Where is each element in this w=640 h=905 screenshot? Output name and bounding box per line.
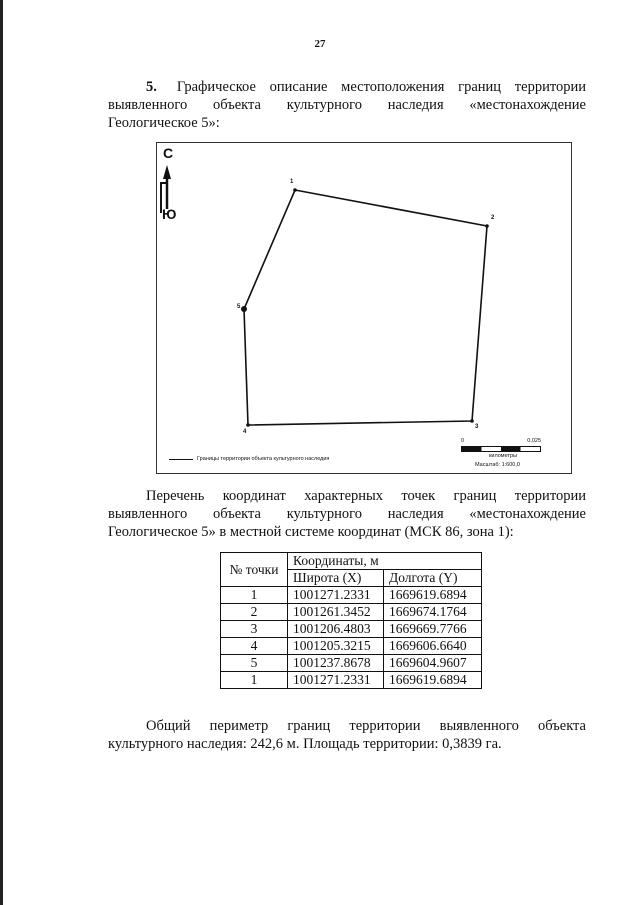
point-label-2: 2 [491,215,495,221]
cell-longitude: 1669674.1764 [384,604,482,621]
point-label-5: 5 [237,304,241,310]
cell-point: 2 [221,604,288,621]
table-row [221,621,482,638]
page-edge-shadow [0,0,3,905]
south-label: Ю [162,206,177,222]
vertex-1 [293,188,297,192]
map-legend [169,456,329,462]
summary-paragraph [108,717,586,753]
cell-longitude: 1669604.9607 [384,655,482,672]
header-coordinates: Координаты, м [288,553,482,570]
cell-latitude: 1001271.2331 [288,672,384,689]
cell-point: 3 [221,621,288,638]
coordinates-table [220,552,482,689]
table-row [221,672,482,689]
section-text: Графическое описание местоположения границ территории выявленного объекта культурного наследия «местонахождение Геологическое 5»: [108,79,586,131]
legend-line-symbol [169,459,193,460]
section-number: 5. [146,79,157,95]
point-label-4: 4 [243,429,247,435]
table-header-row [221,553,482,570]
cell-latitude: 1001271.2331 [288,587,384,604]
cell-latitude: 1001237.8678 [288,655,384,672]
vertex-2 [485,224,489,228]
scale-bar-graphic [461,446,541,452]
header-point: № точки [221,553,288,587]
vertex-5 [241,306,247,312]
north-label: С [163,145,174,161]
header-latitude: Широта (X) [288,570,384,587]
table-row [221,604,482,621]
vertex-4 [246,423,250,427]
section-heading [108,78,586,132]
cell-point: 5 [221,655,288,672]
table-row [221,587,482,604]
boundary-polygon [244,190,487,425]
scale-max: 0,025 [527,438,541,444]
scale-unit: километры [489,453,517,459]
legend-text: Границы территории объекта культурного наследия [197,456,330,462]
table-row [221,655,482,672]
summary-text: Общий периметр границ территории выявленного объекта культурного наследия: 242,6 м. Площадь территории: 0,3839 га. [108,718,586,752]
cell-longitude: 1669606.6640 [384,638,482,655]
cell-point: 4 [221,638,288,655]
cell-point: 1 [221,672,288,689]
vertex-3 [470,419,474,423]
cell-latitude: 1001261.3452 [288,604,384,621]
cell-latitude: 1001205.3215 [288,638,384,655]
page-number: 27 [314,38,326,50]
boundary-map [156,142,572,474]
table-row [221,638,482,655]
cell-longitude: 1669619.6894 [384,672,482,689]
cell-longitude: 1669619.6894 [384,587,482,604]
point-label-3: 3 [475,424,479,430]
coordinates-intro-text: Перечень координат характерных точек границ территории выявленного объекта культурного наследия «местонахождение Геологическое 5» в местной системе координат (МСК 86, зона 1): [108,488,586,540]
point-label-1: 1 [290,179,294,185]
north-arrow-icon [163,165,171,179]
cell-latitude: 1001206.4803 [288,621,384,638]
scale-ratio: Масштаб: 1:600,0 [475,462,520,468]
header-longitude: Долгота (Y) [384,570,482,587]
cell-point: 1 [221,587,288,604]
scale-zero: 0 [461,438,465,444]
boundary-polygon-svg [157,143,571,473]
cell-longitude: 1669669.7766 [384,621,482,638]
coordinates-intro [108,487,586,541]
